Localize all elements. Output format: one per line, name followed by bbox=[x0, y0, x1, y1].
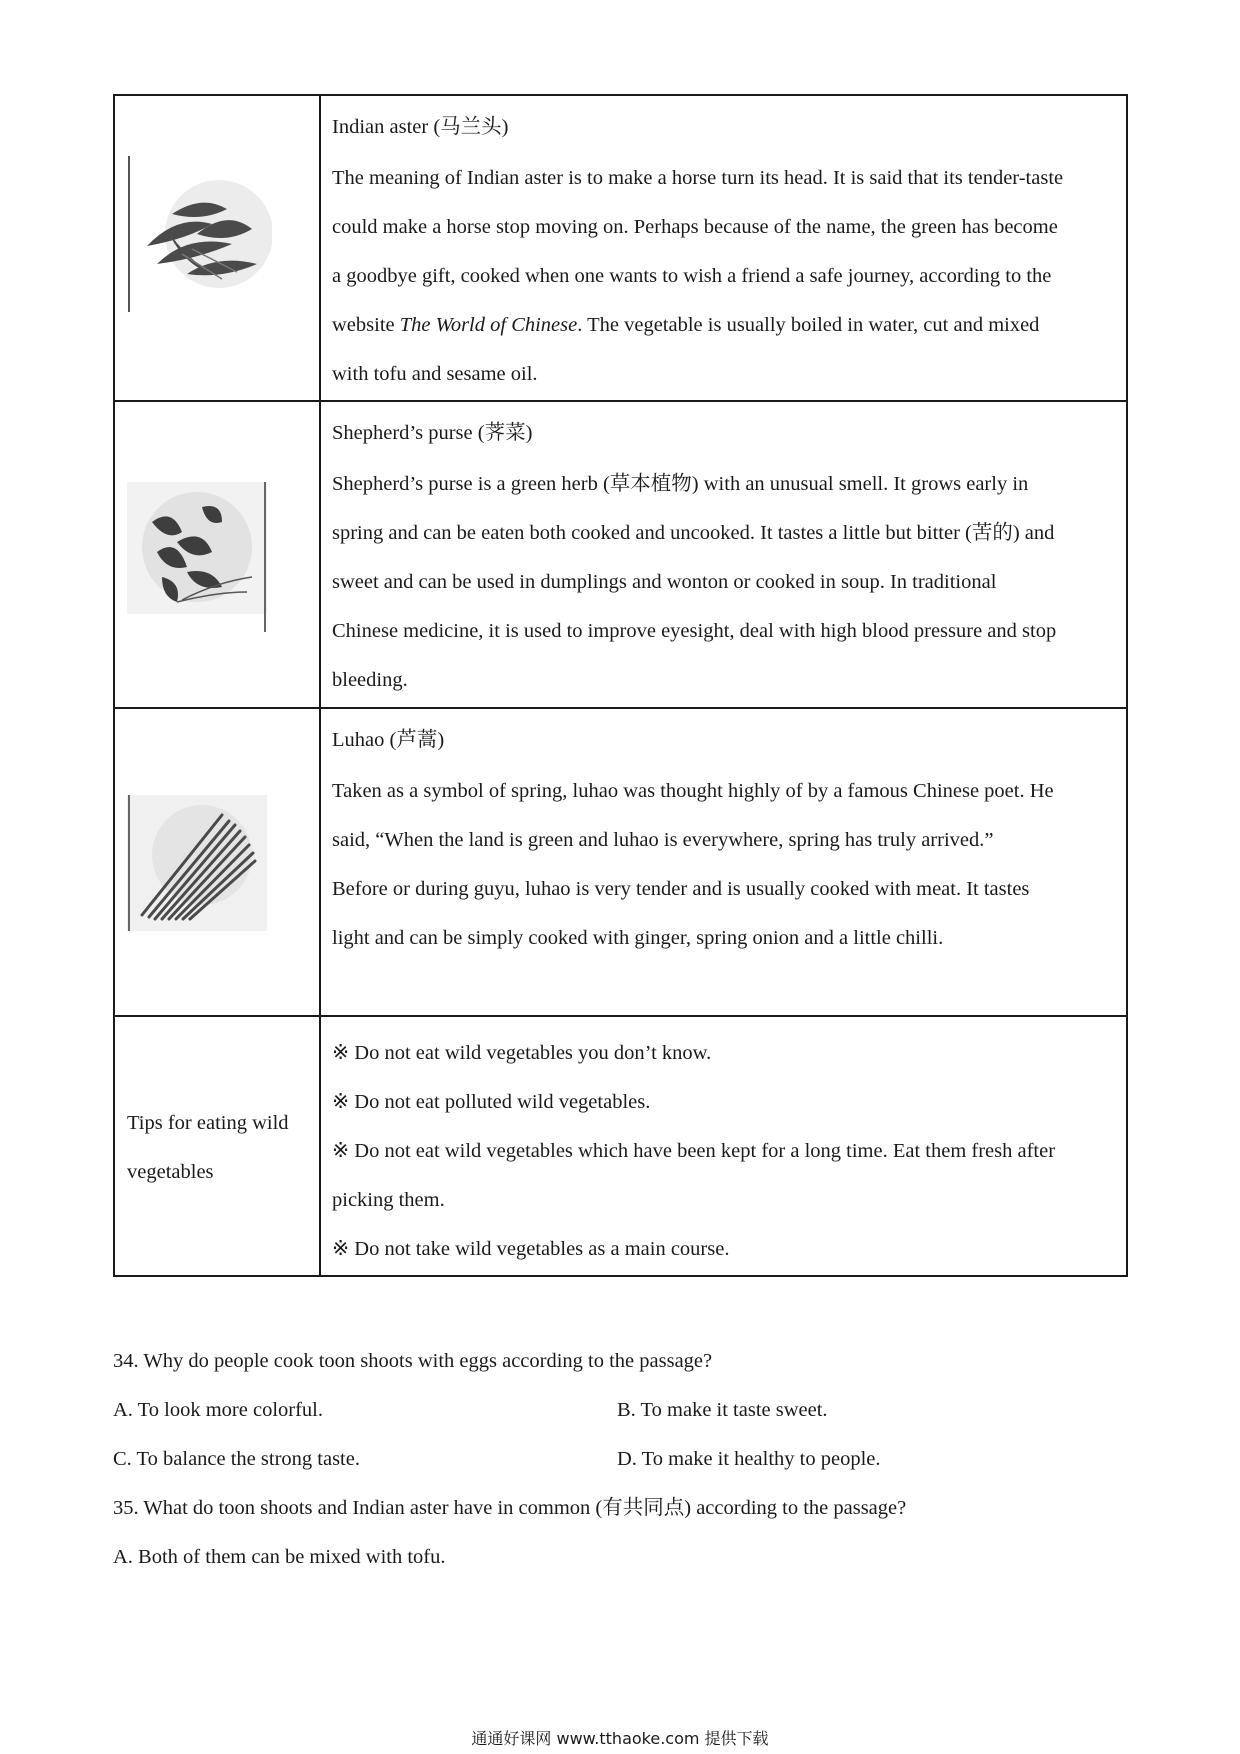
option-a: A. To look more colorful. bbox=[113, 1399, 323, 1421]
text-cell bbox=[320, 708, 1127, 1016]
tips-label-cell bbox=[114, 1016, 320, 1276]
tips-label bbox=[115, 1099, 289, 1197]
entry-line: bleeding. bbox=[332, 669, 408, 691]
table-row bbox=[114, 95, 1127, 401]
entry-line: with tofu and sesame oil. bbox=[332, 363, 538, 385]
question-34: 34. Why do people cook toon shoots with eggs according to the passage? bbox=[113, 1350, 713, 1372]
table-row bbox=[114, 1016, 1127, 1276]
entry-line: Chinese medicine, it is used to improve eyesight, deal with high blood pressure and stop bbox=[332, 620, 1057, 642]
table-row bbox=[114, 708, 1127, 1016]
options-row bbox=[113, 1435, 1123, 1484]
entry-line: light and can be simply cooked with ginger, spring onion and a little chilli. bbox=[332, 927, 944, 949]
text-cell bbox=[320, 95, 1127, 401]
entry-line: Shepherd’s purse is a green herb (草本植物) with an unusual smell. It grows early in bbox=[332, 473, 1029, 495]
entry-line bbox=[332, 301, 1114, 350]
image-cell bbox=[114, 401, 320, 708]
option-d: D. To make it healthy to people. bbox=[617, 1448, 881, 1470]
website-name: The World of Chinese bbox=[399, 314, 578, 336]
entry-title: Luhao (芦蒿) bbox=[332, 729, 445, 751]
shepherds-purse-photo bbox=[127, 482, 267, 632]
entry-line: said, “When the land is green and luhao is everywhere, spring has truly arrived.” bbox=[332, 829, 994, 851]
tip-item: ※ Do not take wild vegetables as a main course. bbox=[332, 1238, 730, 1260]
entry-title: Indian aster (马兰头) bbox=[332, 116, 509, 138]
question-35: 35. What do toon shoots and Indian aster have in common (有共同点) according to the passage? bbox=[113, 1497, 907, 1519]
entry-line: could make a horse stop moving on. Perhaps because of the name, the green has become bbox=[332, 216, 1058, 238]
option-c: C. To balance the strong taste. bbox=[113, 1448, 360, 1470]
tips-text-cell bbox=[320, 1016, 1127, 1276]
option-a: A. Both of them can be mixed with tofu. bbox=[113, 1546, 446, 1568]
page-footer: 通通好课网 www.tthaoke.com 提供下载 bbox=[471, 1729, 769, 1748]
option-b: B. To make it taste sweet. bbox=[617, 1399, 828, 1421]
entry-line: Before or during guyu, luhao is very tender and is usually cooked with meat. It tastes bbox=[332, 878, 1030, 900]
options-row bbox=[113, 1386, 1123, 1435]
website-prefix: website bbox=[332, 314, 400, 336]
wild-vegetables-table bbox=[113, 94, 1128, 1277]
entry-line: The meaning of Indian aster is to make a horse turn its head. It is said that its tender-taste bbox=[332, 167, 1064, 189]
tip-item: ※ Do not eat wild vegetables which have been kept for a long time. Eat them fresh after bbox=[332, 1140, 1056, 1162]
tips-label-line: Tips for eating wild bbox=[127, 1112, 289, 1134]
entry-line: spring and can be eaten both cooked and uncooked. It tastes a little but bitter (苦的) and bbox=[332, 522, 1055, 544]
table-row bbox=[114, 401, 1127, 708]
image-cell bbox=[114, 708, 320, 1016]
entry-line: a goodbye gift, cooked when one wants to wish a friend a safe journey, according to the bbox=[332, 265, 1052, 287]
entry-line: Taken as a symbol of spring, luhao was thought highly of by a famous Chinese poet. He bbox=[332, 780, 1054, 802]
questions-section bbox=[113, 1337, 1123, 1582]
indian-aster-photo bbox=[127, 154, 272, 314]
website-suffix: . The vegetable is usually boiled in water, cut and mixed bbox=[577, 314, 1040, 336]
tips-label-line: vegetables bbox=[127, 1161, 214, 1183]
entry-title: Shepherd’s purse (荠菜) bbox=[332, 422, 533, 444]
tip-item: ※ Do not eat polluted wild vegetables. bbox=[332, 1091, 651, 1113]
tip-item: ※ Do not eat wild vegetables you don’t know. bbox=[332, 1042, 712, 1064]
entry-line: sweet and can be used in dumplings and wonton or cooked in soup. In traditional bbox=[332, 571, 997, 593]
luhao-photo bbox=[127, 795, 267, 931]
tip-item: picking them. bbox=[332, 1189, 445, 1211]
image-cell bbox=[114, 95, 320, 401]
text-cell bbox=[320, 401, 1127, 708]
